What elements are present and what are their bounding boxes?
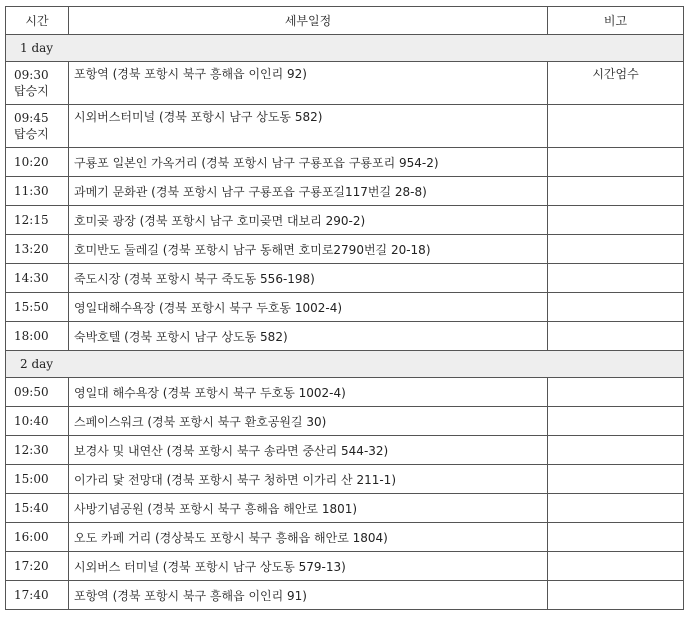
time-cell	[6, 465, 69, 494]
time-cell	[6, 436, 69, 465]
itinerary-body	[6, 35, 684, 610]
note-cell	[548, 264, 684, 293]
time-cell	[6, 293, 69, 322]
table-row	[6, 206, 684, 235]
schedule-detail: 시외버스 터미널 (경북 포항시 남구 상도동 579-13)	[69, 552, 548, 581]
table-row	[6, 293, 684, 322]
time-value: 09:30	[14, 68, 49, 82]
time-cell	[6, 378, 69, 407]
schedule-detail: 포항역 (경북 포항시 북구 흥해읍 이인리 92)	[69, 62, 548, 105]
day-label: 2 day	[6, 351, 684, 378]
table-row	[6, 523, 684, 552]
schedule-detail: 구룡포 일본인 가옥거리 (경북 포항시 남구 구룡포읍 구룡포리 954-2)	[69, 148, 548, 177]
time-value: 12:15	[14, 213, 49, 227]
time-cell	[6, 494, 69, 523]
time-cell	[6, 523, 69, 552]
time-value: 11:30	[14, 184, 49, 198]
note-cell	[548, 378, 684, 407]
table-row	[6, 552, 684, 581]
header-time: 시간	[6, 7, 69, 35]
schedule-detail: 영일대해수욕장 (경북 포항시 북구 두호동 1002-4)	[69, 293, 548, 322]
time-value: 18:00	[14, 329, 49, 343]
schedule-detail: 스페이스워크 (경북 포항시 북구 환호공원길 30)	[69, 407, 548, 436]
time-cell	[6, 581, 69, 610]
time-value: 09:50	[14, 385, 49, 399]
table-row	[6, 465, 684, 494]
schedule-detail: 호미곶 광장 (경북 포항시 남구 호미곶면 대보리 290-2)	[69, 206, 548, 235]
note-cell	[548, 523, 684, 552]
note-cell	[548, 407, 684, 436]
table-row	[6, 235, 684, 264]
time-value: 17:40	[14, 588, 49, 602]
time-cell	[6, 264, 69, 293]
table-row	[6, 264, 684, 293]
time-value: 10:40	[14, 414, 49, 428]
schedule-detail: 시외버스터미널 (경북 포항시 남구 상도동 582)	[69, 105, 548, 148]
itinerary-table	[5, 6, 684, 610]
note-cell	[548, 436, 684, 465]
table-row	[6, 494, 684, 523]
note-cell	[548, 465, 684, 494]
time-value: 17:20	[14, 559, 49, 573]
note-cell	[548, 581, 684, 610]
note-cell	[548, 235, 684, 264]
time-value: 15:50	[14, 300, 49, 314]
day-header-row	[6, 35, 684, 62]
table-row	[6, 322, 684, 351]
boarding-point-label: 탑승지	[14, 127, 49, 141]
table-row	[6, 62, 684, 105]
time-value: 15:40	[14, 501, 49, 515]
note-cell	[548, 206, 684, 235]
time-cell	[6, 235, 69, 264]
schedule-detail: 오도 카페 거리 (경상북도 포항시 북구 흥해읍 해안로 1804)	[69, 523, 548, 552]
note-cell	[548, 177, 684, 206]
time-value: 09:45	[14, 111, 49, 125]
time-cell	[6, 148, 69, 177]
time-cell	[6, 62, 69, 105]
time-cell	[6, 552, 69, 581]
time-cell	[6, 105, 69, 148]
note-cell: 시간엄수	[548, 62, 684, 105]
table-row	[6, 581, 684, 610]
schedule-detail: 보경사 및 내연산 (경북 포항시 북구 송라면 중산리 544-32)	[69, 436, 548, 465]
note-cell	[548, 552, 684, 581]
table-row	[6, 177, 684, 206]
header-note: 비고	[548, 7, 684, 35]
schedule-detail: 호미반도 둘레길 (경북 포항시 남구 동해면 호미로2790번길 20-18)	[69, 235, 548, 264]
time-value: 10:20	[14, 155, 49, 169]
table-header-row	[6, 7, 684, 35]
time-value: 15:00	[14, 472, 49, 486]
time-value: 12:30	[14, 443, 49, 457]
table-row	[6, 148, 684, 177]
table-row	[6, 378, 684, 407]
time-cell	[6, 177, 69, 206]
day-header-row	[6, 351, 684, 378]
schedule-detail: 사방기념공원 (경북 포항시 북구 흥해읍 해안로 1801)	[69, 494, 548, 523]
time-cell	[6, 206, 69, 235]
time-value: 14:30	[14, 271, 49, 285]
time-cell	[6, 322, 69, 351]
header-detail: 세부일정	[69, 7, 548, 35]
time-cell	[6, 407, 69, 436]
table-row	[6, 105, 684, 148]
schedule-detail: 영일대 해수욕장 (경북 포항시 북구 두호동 1002-4)	[69, 378, 548, 407]
note-cell	[548, 322, 684, 351]
note-cell	[548, 494, 684, 523]
boarding-point-label: 탑승지	[14, 84, 49, 98]
table-row	[6, 407, 684, 436]
schedule-detail: 숙박호텔 (경북 포항시 남구 상도동 582)	[69, 322, 548, 351]
schedule-detail: 죽도시장 (경북 포항시 북구 죽도동 556-198)	[69, 264, 548, 293]
schedule-detail: 포항역 (경북 포항시 북구 흥해읍 이인리 91)	[69, 581, 548, 610]
day-label: 1 day	[6, 35, 684, 62]
table-row	[6, 436, 684, 465]
schedule-detail: 과메기 문화관 (경북 포항시 남구 구룡포읍 구룡포길117번길 28-8)	[69, 177, 548, 206]
time-value: 16:00	[14, 530, 49, 544]
time-value: 13:20	[14, 242, 49, 256]
note-cell	[548, 293, 684, 322]
note-cell	[548, 105, 684, 148]
schedule-detail: 이가리 닻 전망대 (경북 포항시 북구 청하면 이가리 산 211-1)	[69, 465, 548, 494]
note-cell	[548, 148, 684, 177]
